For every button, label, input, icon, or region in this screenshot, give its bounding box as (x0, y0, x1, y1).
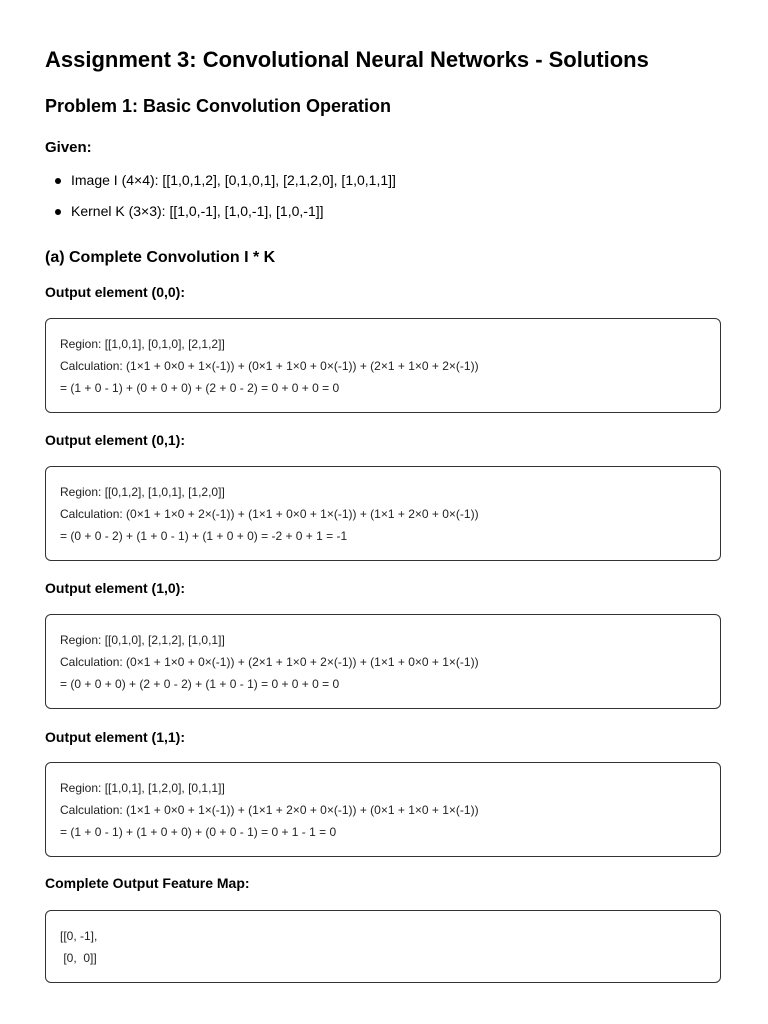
given-label: Given: (45, 139, 92, 156)
given-list (45, 170, 396, 232)
output-box-0-1 (45, 466, 721, 561)
document-title: Assignment 3: Convolutional Neural Networks - Solutions (45, 47, 649, 72)
part-a-title: (a) Complete Convolution I * K (45, 249, 276, 266)
region-line: Region: [[1,0,1], [1,2,0], [0,1,1]] (60, 781, 225, 795)
result-line: = (1 + 0 - 1) + (1 + 0 + 0) + (0 + 0 - 1) = 0 + 1 - 1 = 0 (60, 825, 337, 839)
bullet-icon (55, 178, 61, 184)
output-label-1-0: Output element (1,0): (45, 580, 186, 596)
output-label-1-1: Output element (1,1): (45, 729, 186, 745)
result-line: = (1 + 0 - 1) + (0 + 0 + 0) + (2 + 0 - 2) = 0 + 0 + 0 = 0 (60, 381, 340, 395)
region-line: Region: [[0,1,2], [1,0,1], [1,2,0]] (60, 485, 225, 499)
calculation-line: Calculation: (0×1 + 1×0 + 2×(-1)) + (1×1 + 0×0 + 1×(-1)) + (1×1 + 2×0 + 0×(-1)) (60, 507, 479, 521)
output-box-1-1 (45, 762, 721, 857)
result-line: = (0 + 0 - 2) + (1 + 0 - 1) + (1 + 0 + 0) = -2 + 0 + 1 = -1 (60, 529, 348, 543)
problem-title: Problem 1: Basic Convolution Operation (45, 96, 392, 116)
feature-map-label: Complete Output Feature Map: (45, 875, 250, 891)
output-label-0-0: Output element (0,0): (45, 284, 186, 300)
feature-map-line: [0, 0]] (60, 951, 97, 965)
given-item-text: Kernel K (3×3): [[1,0,-1], [1,0,-1], [1,0,-1]] (71, 203, 324, 219)
calculation-line: Calculation: (0×1 + 1×0 + 0×(-1)) + (2×1 + 1×0 + 2×(-1)) + (1×1 + 0×0 + 1×(-1)) (60, 655, 479, 669)
output-box-0-0 (45, 318, 721, 413)
feature-map-box (45, 910, 721, 983)
calculation-line: Calculation: (1×1 + 0×0 + 1×(-1)) + (0×1 + 1×0 + 0×(-1)) + (2×1 + 1×0 + 2×(-1)) (60, 359, 479, 373)
region-line: Region: [[1,0,1], [0,1,0], [2,1,2]] (60, 337, 225, 351)
result-line: = (0 + 0 + 0) + (2 + 0 - 2) + (1 + 0 - 1) = 0 + 0 + 0 = 0 (60, 677, 340, 691)
calculation-line: Calculation: (1×1 + 0×0 + 1×(-1)) + (1×1 + 2×0 + 0×(-1)) + (0×1 + 1×0 + 1×(-1)) (60, 803, 479, 817)
output-box-1-0 (45, 614, 721, 709)
given-item-image (45, 170, 396, 190)
given-item-text: Image I (4×4): [[1,0,1,2], [0,1,0,1], [2,1,2,0], [1,0,1,1]] (71, 172, 396, 188)
region-line: Region: [[0,1,0], [2,1,2], [1,0,1]] (60, 633, 225, 647)
bullet-icon (55, 209, 61, 215)
given-item-kernel (45, 201, 396, 221)
feature-map-line: [[0, -1], (60, 929, 98, 943)
output-label-0-1: Output element (0,1): (45, 432, 186, 448)
